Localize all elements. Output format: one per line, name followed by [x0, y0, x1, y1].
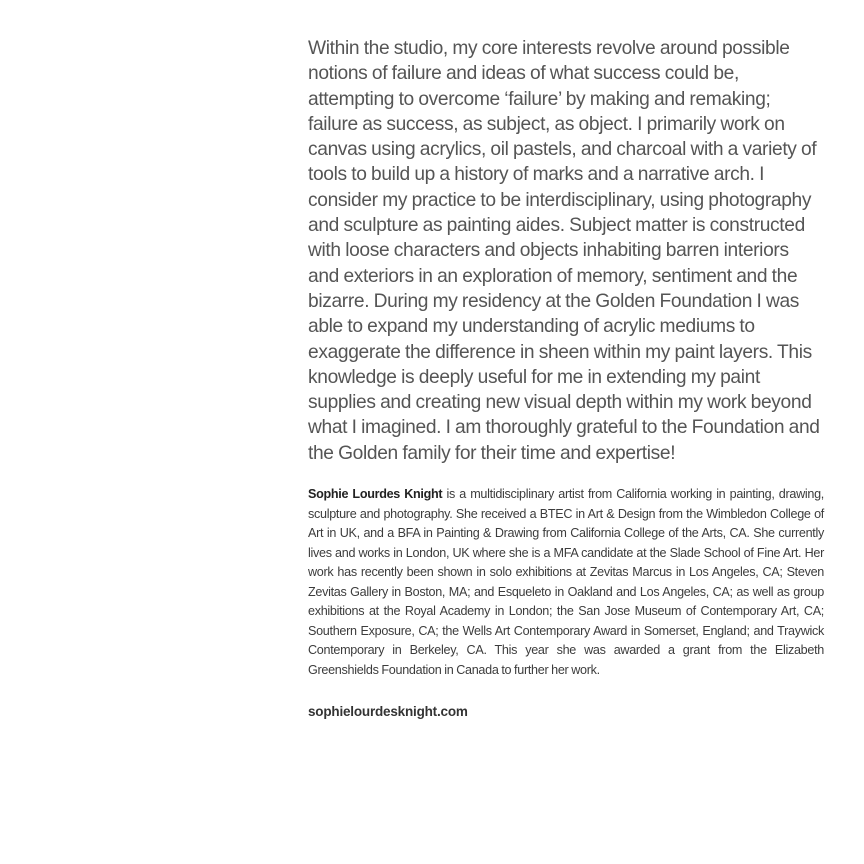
artist-name: Sophie Lourdes Knight	[308, 487, 443, 502]
artist-bio-text: is a multidisciplinary artist from California working in painting, drawing, sculpture and photography. She received a BTEC in Art & Design from the Wimbledon College of Art in UK, and a BFA in Painting & Drawing from California College of the Arts, CA. She currently lives and works in London, UK where she is a MFA candidate at the Slade School of Fine Art. Her work has recently been shown in solo exhibitions at Zevitas Marcus in Los Angeles, CA; Steven Zevitas Gallery in Boston, MA; and Esqueleto in Oakland and Los Angeles, CA; as well as group exhibitions at the Royal Academy in London; the San Jose Museum of Contemporary Art, CA; Southern Exposure, CA; the Wells Art Contemporary Award in Somerset, England; and Traywick Contemporary in Berkeley, CA. This year she was awarded a grant from the Elizabeth Greenshields Foundation in Canada to further her work.	[308, 487, 824, 677]
artist-website-link[interactable]: sophielourdesknight.com	[308, 704, 468, 720]
artist-statement: Within the studio, my core interests revolve around possible notions of failure and ideas of what success could be, attempting to overcome ‘failure’ by making and remaking; failure as success, as subject, as object. I primarily work on canvas using acrylics, oil pastels, and charcoal with a variety of tools to build up a history of marks and a narrative arch. I consider my practice to be interdisciplinary, using photography and sculpture as painting aides. Subject matter is constructed with loose characters and objects inhabiting barren interiors and exteriors in an exploration of memory, sentiment and the bizarre. During my residency at the Golden Foundation I was able to expand my understanding of acrylic mediums to exaggerate the difference in sheen within my paint layers. This knowledge is deeply useful for me in extending my paint supplies and creating new visual depth within my work beyond what I imagined. I am thoroughly grateful to the Foundation and the Golden family for their time and expertise!	[308, 38, 820, 464]
artist-text-column	[308, 36, 824, 721]
artist-bio	[308, 485, 824, 680]
